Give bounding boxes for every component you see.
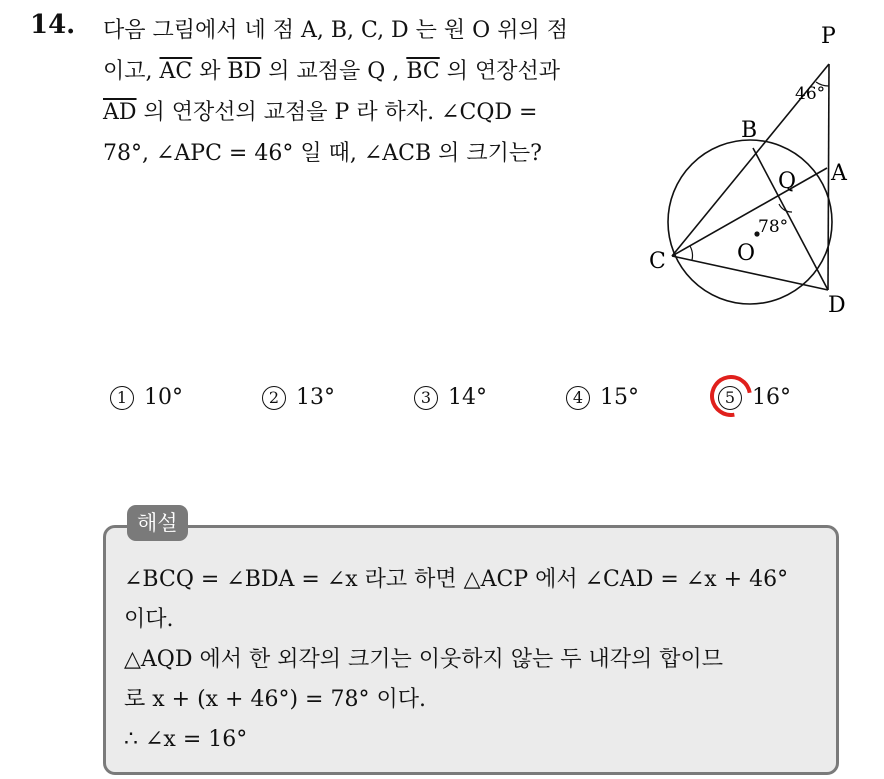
label-a: A xyxy=(831,161,847,186)
label-q: Q xyxy=(778,169,797,194)
answer-choices xyxy=(110,385,850,425)
label-d: D xyxy=(828,293,846,318)
question-line-3: $\overline{AD}$ 의 연장선의 교점을 P 라 하자. ∠CQD = xyxy=(103,100,538,125)
circle-o xyxy=(668,140,832,304)
choice-value: 15° xyxy=(600,385,639,410)
segment-bc: $\overline{BC}$ xyxy=(406,59,440,84)
choice-4[interactable] xyxy=(566,385,639,410)
label-c: C xyxy=(649,249,666,274)
choice-1[interactable] xyxy=(110,385,183,410)
solution-line-5: ∴ ∠x = 16° xyxy=(124,727,248,752)
choice-value: 16° xyxy=(752,385,791,410)
geometry-figure xyxy=(645,20,860,330)
line-pd xyxy=(828,64,829,290)
choice-number: 1 xyxy=(110,386,134,410)
angle-label-p: 46° xyxy=(795,84,826,104)
choice-number: 4 xyxy=(566,386,590,410)
segment-ad: $\overline{AD}$ xyxy=(103,100,137,125)
solution-tag: 해설 xyxy=(127,505,188,541)
choice-number: 3 xyxy=(414,386,438,410)
solution-line-4: 로 x + (x + 46°) = 78° 이다. xyxy=(124,687,426,712)
choice-3[interactable] xyxy=(414,385,487,410)
question-line-1: 다음 그림에서 네 점 A, B, C, D 는 원 O 위의 점 xyxy=(103,18,568,43)
angle-label-q: 78° xyxy=(758,217,789,237)
solution-text xyxy=(124,560,834,760)
solution-line-3: △AQD 에서 한 외각의 크기는 이웃하지 않는 두 내각의 합이므 xyxy=(124,647,723,672)
question-number: 14. xyxy=(30,10,76,40)
label-p: P xyxy=(821,24,836,49)
segment-ac: $\overline{AC}$ xyxy=(159,59,193,84)
solution-line-1: ∠BCQ = ∠BDA = ∠x 라고 하면 △ACP 에서 ∠CAD = ∠x + 46° xyxy=(124,567,789,592)
choice-value: 10° xyxy=(144,385,183,410)
choice-number: 5 xyxy=(718,386,742,410)
question-line-4: 78°, ∠APC = 46° 일 때, ∠ACB 의 크기는? xyxy=(103,141,542,166)
angle-arc-c xyxy=(690,246,692,260)
segment-bd: $\overline{BD}$ xyxy=(227,59,262,84)
label-o: O xyxy=(737,241,756,266)
label-b: B xyxy=(741,118,758,143)
circle-diagram xyxy=(645,20,860,330)
answer-mark-circle xyxy=(702,367,760,425)
choice-value: 14° xyxy=(448,385,487,410)
solution-line-2: 이다. xyxy=(124,607,174,632)
question-text xyxy=(103,10,623,174)
choice-value: 13° xyxy=(296,385,335,410)
choice-5[interactable] xyxy=(718,385,791,410)
choice-number: 2 xyxy=(262,386,286,410)
choice-2[interactable] xyxy=(262,385,335,410)
question-line-2: 이고, $\overline{AC}$ 와 $\overline{BD}$ 의 교점을 Q , $\overline{BC}$ 의 연장선과 xyxy=(103,59,560,84)
